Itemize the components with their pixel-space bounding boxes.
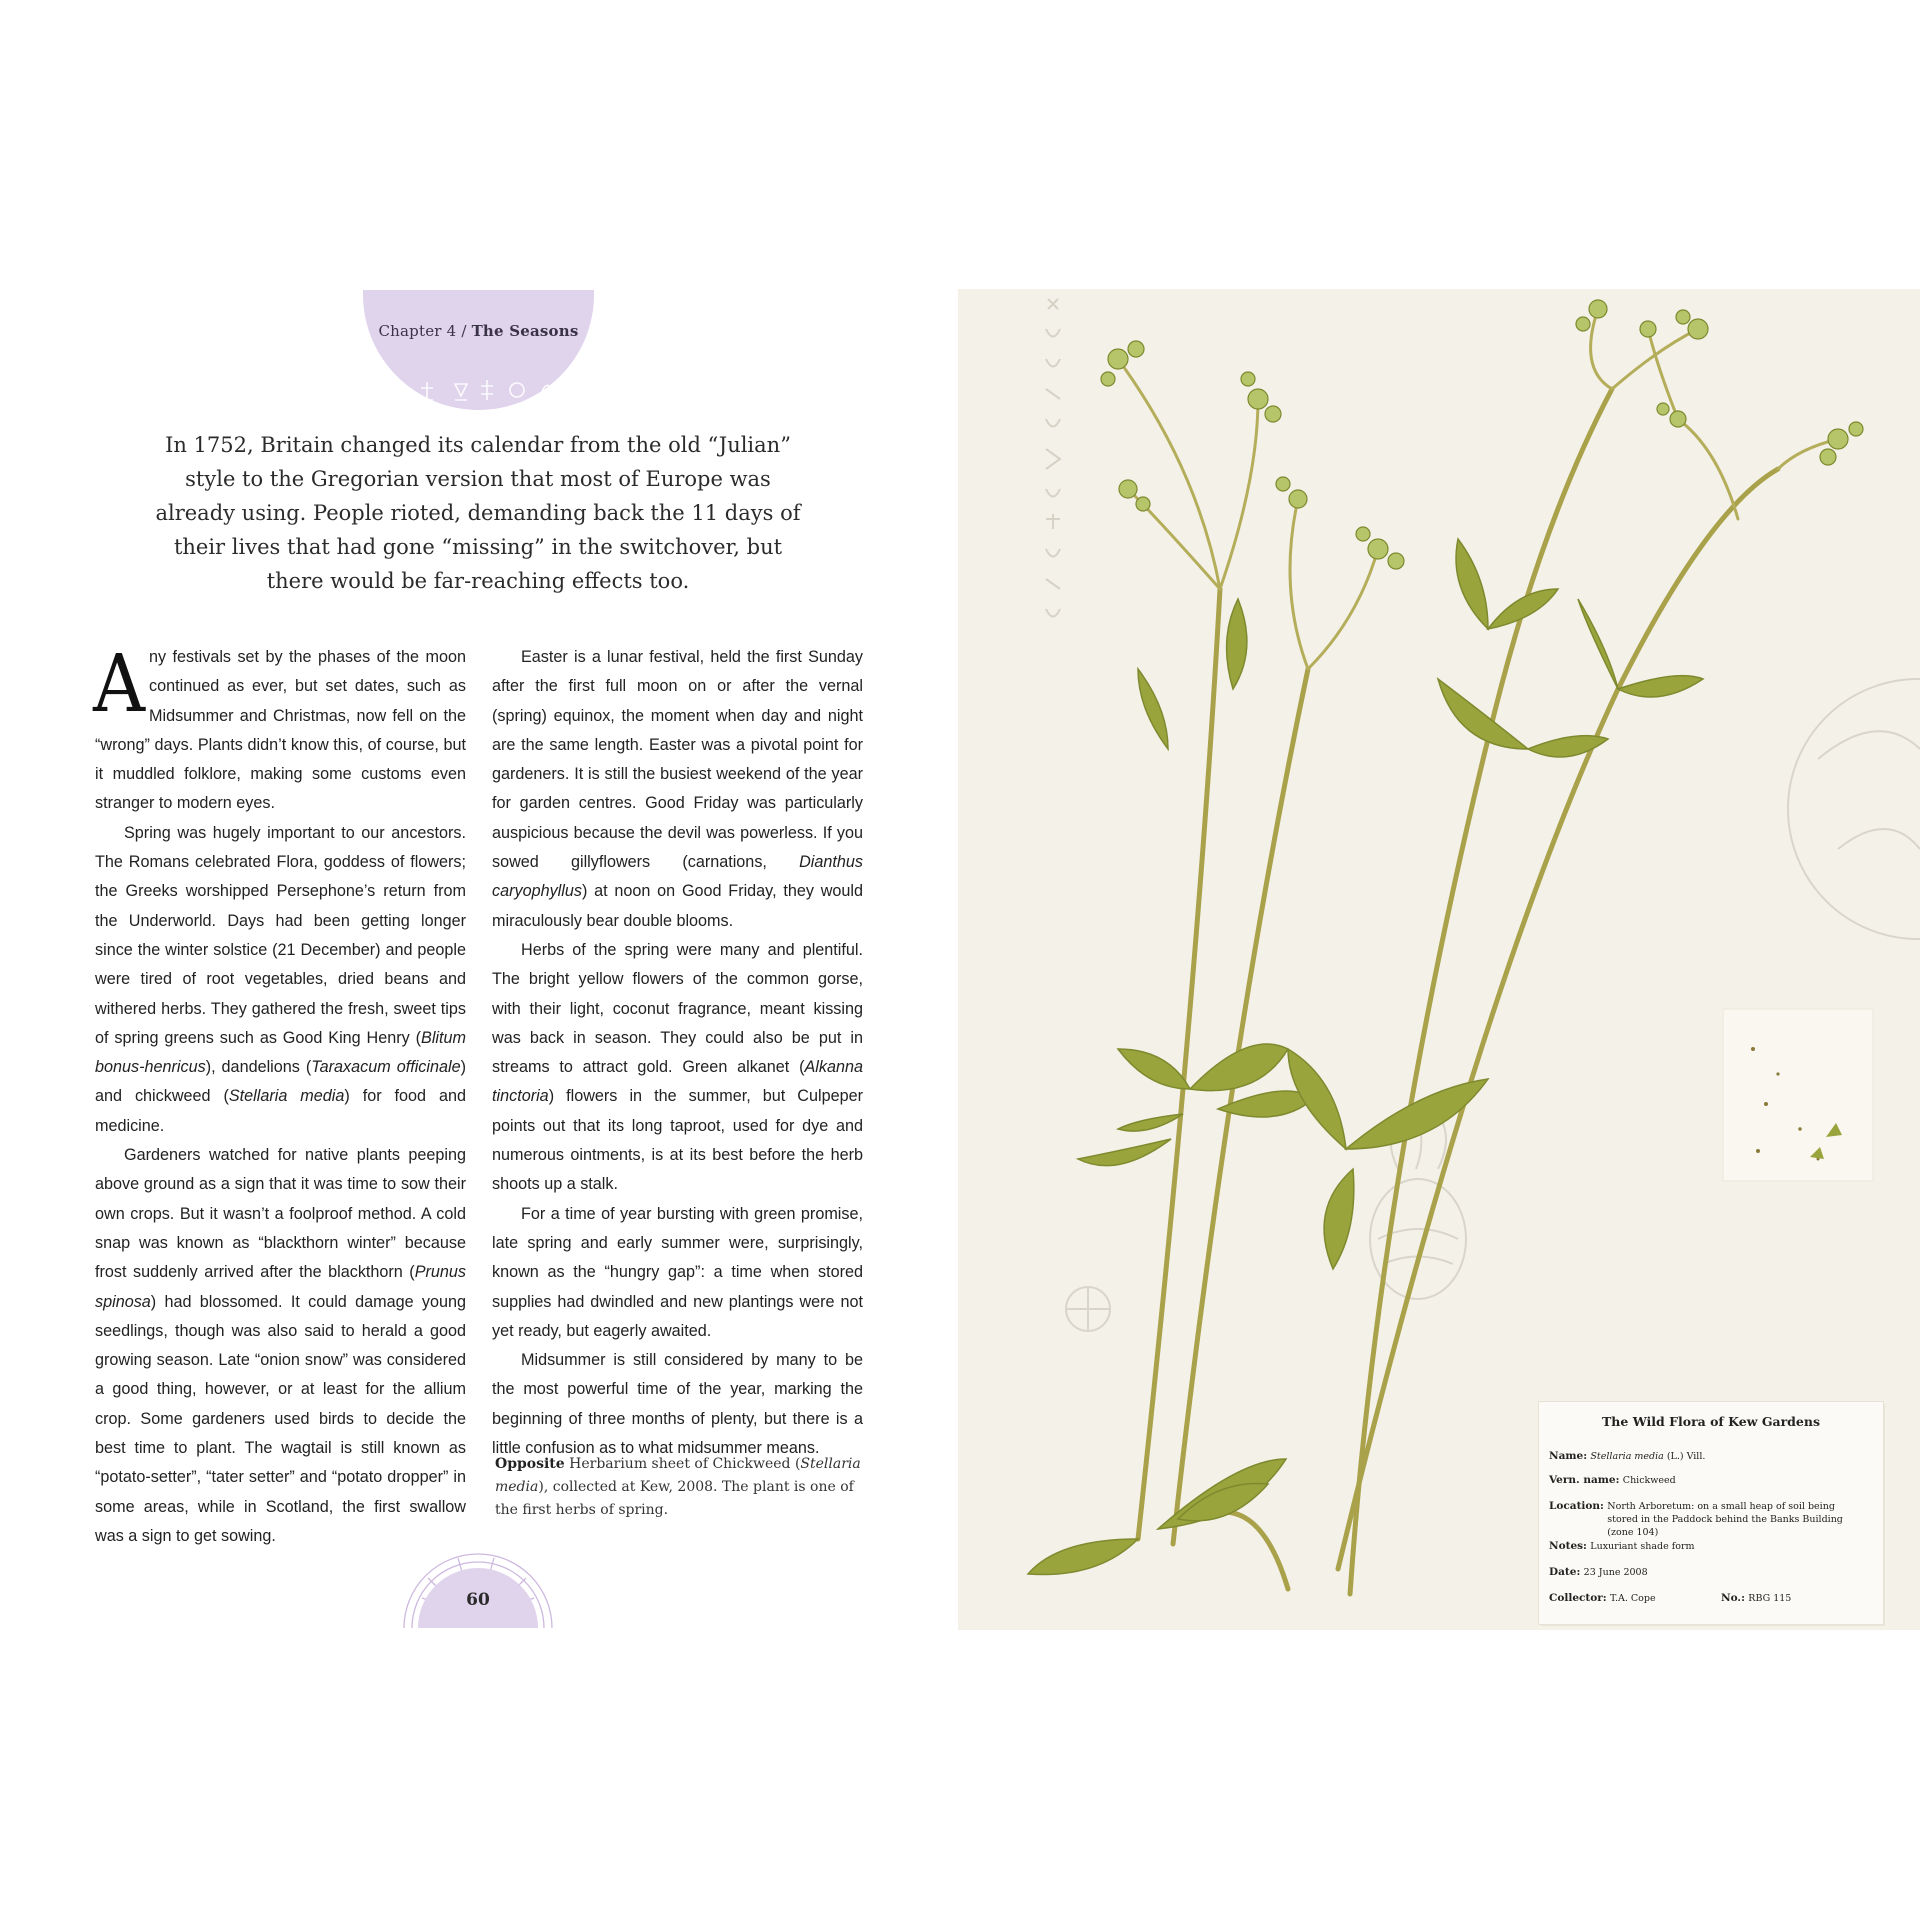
- label-title: The Wild Flora of Kew Gardens: [1602, 1414, 1820, 1429]
- caption-label: Opposite: [495, 1456, 565, 1472]
- body-paragraph: Spring was hugely important to our ancestors. The Romans celebrated Flora, goddess of flowers; the Greeks worshipped Persephone’s return from the Underworld. Days had been getting longer since the winter solstice (21 December) and people were tired of root vegetables, dried beans and withered herbs. They gathered the fresh, sweet tips of spring greens such as Good King Henry (Blitum bonus-henricus), dandelions (Taraxacum officinale) and chickweed (Stellaria media) for food and medicine.: [95, 823, 466, 1135]
- drop-cap: A: [93, 637, 145, 730]
- label-location-row: Location: North Arboretum: on a small heap of soil being stored in the Paddock behind the Banks Building (zone 104): [1549, 1500, 1843, 1538]
- label-collector-row: Collector: T.A. Cope: [1549, 1592, 1656, 1604]
- label-vern-row: Vern. name: Chickweed: [1549, 1474, 1676, 1486]
- body-paragraph: Midsummer is still considered by many to be the most powerful time of the year, marking the beginning of three months of plenty, but there is a little confusion as to what midsummer means.: [492, 1351, 863, 1458]
- herbarium-label: [1538, 1401, 1884, 1625]
- text-column-left: [93, 637, 466, 1551]
- chapter-number: Chapter 4 /: [378, 322, 472, 340]
- text-column-right: [492, 643, 863, 1463]
- intro-paragraph: In 1752, Britain changed its calendar from the old “Julian” style to the Gregorian version that most of Europe was already using. People rioted, demanding back the 11 days of their lives that had gone “missing” in the switchover, but there would be far-reaching effects too.: [155, 433, 801, 593]
- left-page: [0, 0, 958, 1920]
- body-paragraph: For a time of year bursting with green promise, late spring and early summer were, surprisingly, known as the “hungry gap”: a time when stored supplies had dwindled and new plantings were not yet ready, but eagerly awaited.: [492, 1204, 863, 1340]
- label-notes-row: Notes: Luxuriant shade form: [1549, 1540, 1695, 1552]
- body-paragraph: Herbs of the spring were many and plentiful. The bright yellow flowers of the common gorse, with their light, coconut fragrance, meant kissing was back in season. They could also be put in streams to attract gold. Green alkanet (Alkanna tinctoria) flowers in the summer, but Culpeper points out that its long taproot, used for dye and numerous ointments, is at its best before the herb shoots up a stalk.: [492, 940, 863, 1194]
- herbarium-plate: [958, 289, 1920, 1630]
- body-paragraph: Any festivals set by the phases of the moon continued as ever, but set dates, such as Midsummer and Christmas, now fell on the “wrong” days. Plants didn’t know this, of course, but it muddled folklore, making some customs even stranger to modern eyes.: [93, 637, 466, 813]
- label-name-row: Name: Stellaria media (L.) Vill.: [1549, 1450, 1706, 1462]
- body-paragraph: Gardeners watched for native plants peeping above ground as a sign that it was time to sow their own crops. But it wasn’t a foolproof method. A cold snap was known as “blackthorn winter” because frost suddenly arrived after the blackthorn (Prunus spinosa) had blossomed. It could damage young seedlings, though was also said to herald a good growing season. Late “onion snow” was considered a good thing, however, or at least for the allium crop. Some gardeners used birds to decide the best time to plant. The wagtail is still known as “potato-setter”, “tater setter” and “potato dropper” in some areas, while in Scotland, the first swallow was a sign to get sowing.: [95, 1146, 466, 1545]
- alchemy-glyphs-icon: [385, 372, 565, 408]
- chapter-heading: [363, 322, 594, 340]
- body-paragraph: Easter is a lunar festival, held the first Sunday after the first full moon on or after the vernal (spring) equinox, the moment when day and night are the same length. Easter was a pivotal point for gardeners. It is still the busiest weekend of the year for garden centres. Good Friday was particularly auspicious because the devil was powerless. If you sowed gillyflowers (carnations, Dianthus caryophyllus) at noon on Good Friday, they would miraculously bear double blooms.: [492, 648, 863, 930]
- page-number: 60: [466, 1590, 490, 1610]
- figure-caption: Opposite Herbarium sheet of Chickweed (Stellaria media), collected at Kew, 2008. The plant is one of the first herbs of spring.: [495, 1456, 861, 1518]
- label-date-row: Date: 23 June 2008: [1549, 1566, 1648, 1578]
- label-number-row: No.: RBG 115: [1721, 1592, 1792, 1604]
- chapter-title: The Seasons: [471, 322, 579, 340]
